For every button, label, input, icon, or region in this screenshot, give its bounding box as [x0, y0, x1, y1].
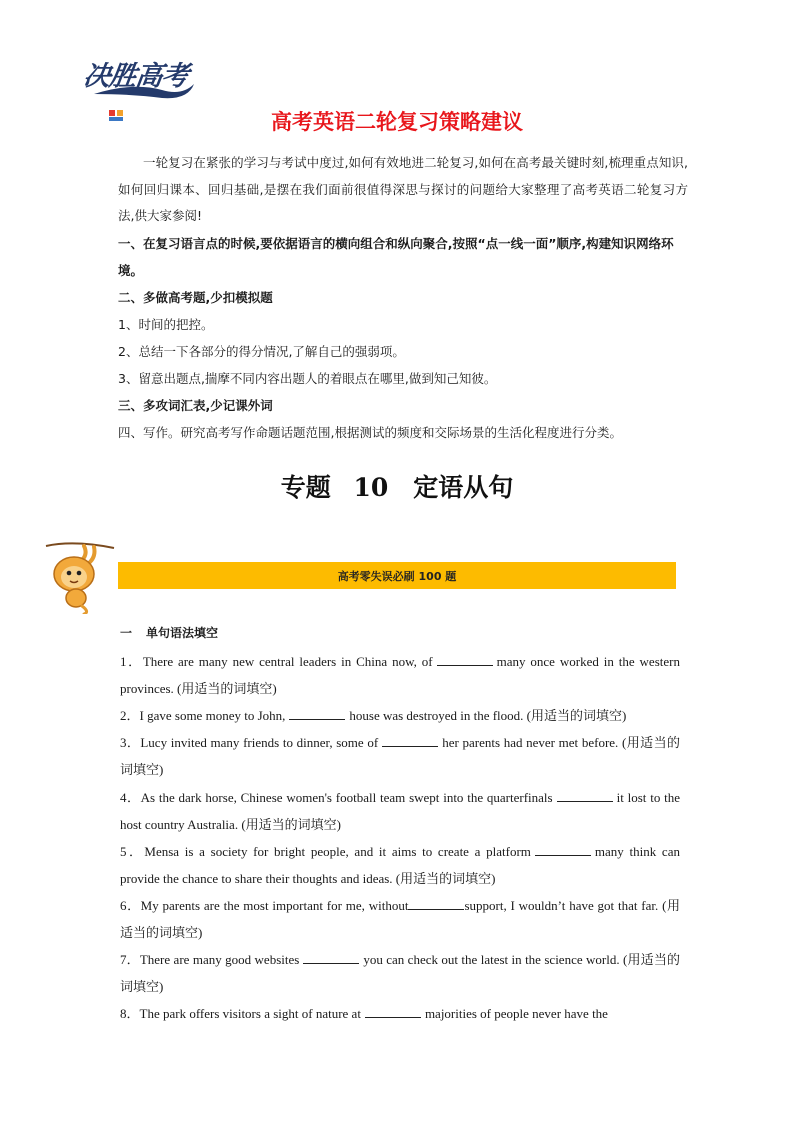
tips-list [118, 230, 698, 446]
banner-label: 高考零失误必刷 100 题 [337, 569, 457, 583]
question-text-after: many think can provide the chance to share their thoughts and ideas. (用适当的词填空) [120, 843, 680, 886]
question-number: 5． [120, 843, 145, 859]
question-text-after: support, I wouldn’t have got that far. (用适当的词填空) [120, 897, 680, 941]
question-number: 3． [120, 735, 141, 751]
question-item [120, 648, 680, 702]
question-number: 2． [120, 708, 140, 724]
question-number: 6． [120, 897, 141, 913]
question-item [120, 784, 680, 838]
practice-banner [118, 562, 676, 589]
tip-item: 二、多做高考题,少扣模拟题 [118, 290, 273, 305]
question-text-after: you can check out the latest in the science world. (用适当的词填空) [120, 952, 680, 995]
answer-blank[interactable] [303, 951, 359, 964]
part-heading [120, 620, 680, 647]
question-text-before: There are many good websites [139, 952, 300, 968]
question-text-before: My parents are the most important for me, without [140, 897, 409, 913]
intro-paragraph: 一轮复习在紧张的学习与考试中度过,如何有效地进二轮复习,如何在高考最关键时刻,梳理重点知识,如何回归课本、回归基础,是摆在我们面前很值得深思与探讨的问题给大家整理了高考英语二轮复习方法,供大家参阅! [118, 155, 688, 224]
question-text-before: I gave some money to John, [139, 708, 286, 724]
question-text-before: Lucy invited many friends to dinner, some of [140, 735, 379, 751]
question-item [120, 729, 680, 783]
tip-item: 2、总结一下各部分的得分情况,了解自己的强弱项。 [118, 344, 405, 359]
question-item [120, 702, 680, 729]
part-number: 一 [120, 626, 133, 640]
question-item [120, 946, 680, 1000]
tip-item: 四、写作。研究高考写作命题话题范围,根据测试的频度和交际场景的生活化程度进行分类。 [118, 425, 622, 440]
question-number: 4． [120, 789, 141, 805]
question-text-before: Mensa is a society for bright people, and it aims to create a platform [144, 843, 531, 859]
part-label: 单句语法填空 [146, 626, 219, 640]
question-item [120, 892, 680, 946]
answer-blank[interactable] [437, 653, 493, 666]
page-title: 高考英语二轮复习策略建议 [271, 110, 523, 134]
question-text-after: many once worked in the western provinces. (用适当的词填空) [120, 654, 680, 697]
monkey-mascot-icon [44, 540, 116, 614]
logo-text: 决胜高考 [81, 61, 190, 92]
question-text-after: house was destroyed in the flood. (用适当的词填空) [349, 708, 627, 724]
question-item [120, 838, 680, 892]
answer-blank[interactable] [382, 734, 438, 747]
section-title: 专题 10 定语从句 [280, 473, 514, 502]
answer-blank[interactable] [289, 707, 345, 720]
tip-item: 一、在复习语言点的时候,要依据语言的横向组合和纵向聚合,按照“点一线一面”顺序,构建知识网络环境。 [118, 236, 674, 278]
question-number: 8． [120, 1006, 140, 1022]
answer-blank[interactable] [535, 843, 591, 856]
tip-item: 三、多攻词汇表,少记课外词 [118, 398, 273, 413]
answer-blank[interactable] [365, 1005, 421, 1018]
question-list [120, 620, 680, 1027]
question-text-after: her parents had never met before. (用适当的词填空) [120, 735, 680, 778]
question-number: 1． [120, 654, 143, 670]
question-text-before: As the dark horse, Chinese women's football team swept into the quarterfinals [140, 789, 553, 805]
tip-item: 1、时间的把控。 [118, 317, 214, 332]
tip-item: 3、留意出题点,揣摩不同内容出题人的着眼点在哪里,做到知己知彼。 [118, 371, 497, 386]
question-text-after: majorities of people never have the [424, 1006, 608, 1022]
question-text-before: There are many new central leaders in China now, of [142, 654, 433, 670]
question-text-after: it lost to the host country Australia. (用适当的词填空) [120, 789, 681, 832]
question-item [120, 1000, 680, 1027]
question-text-before: The park offers visitors a sight of nature at [139, 1006, 361, 1022]
question-number: 7． [120, 952, 140, 968]
answer-blank[interactable] [408, 897, 464, 910]
answer-blank[interactable] [557, 789, 613, 802]
